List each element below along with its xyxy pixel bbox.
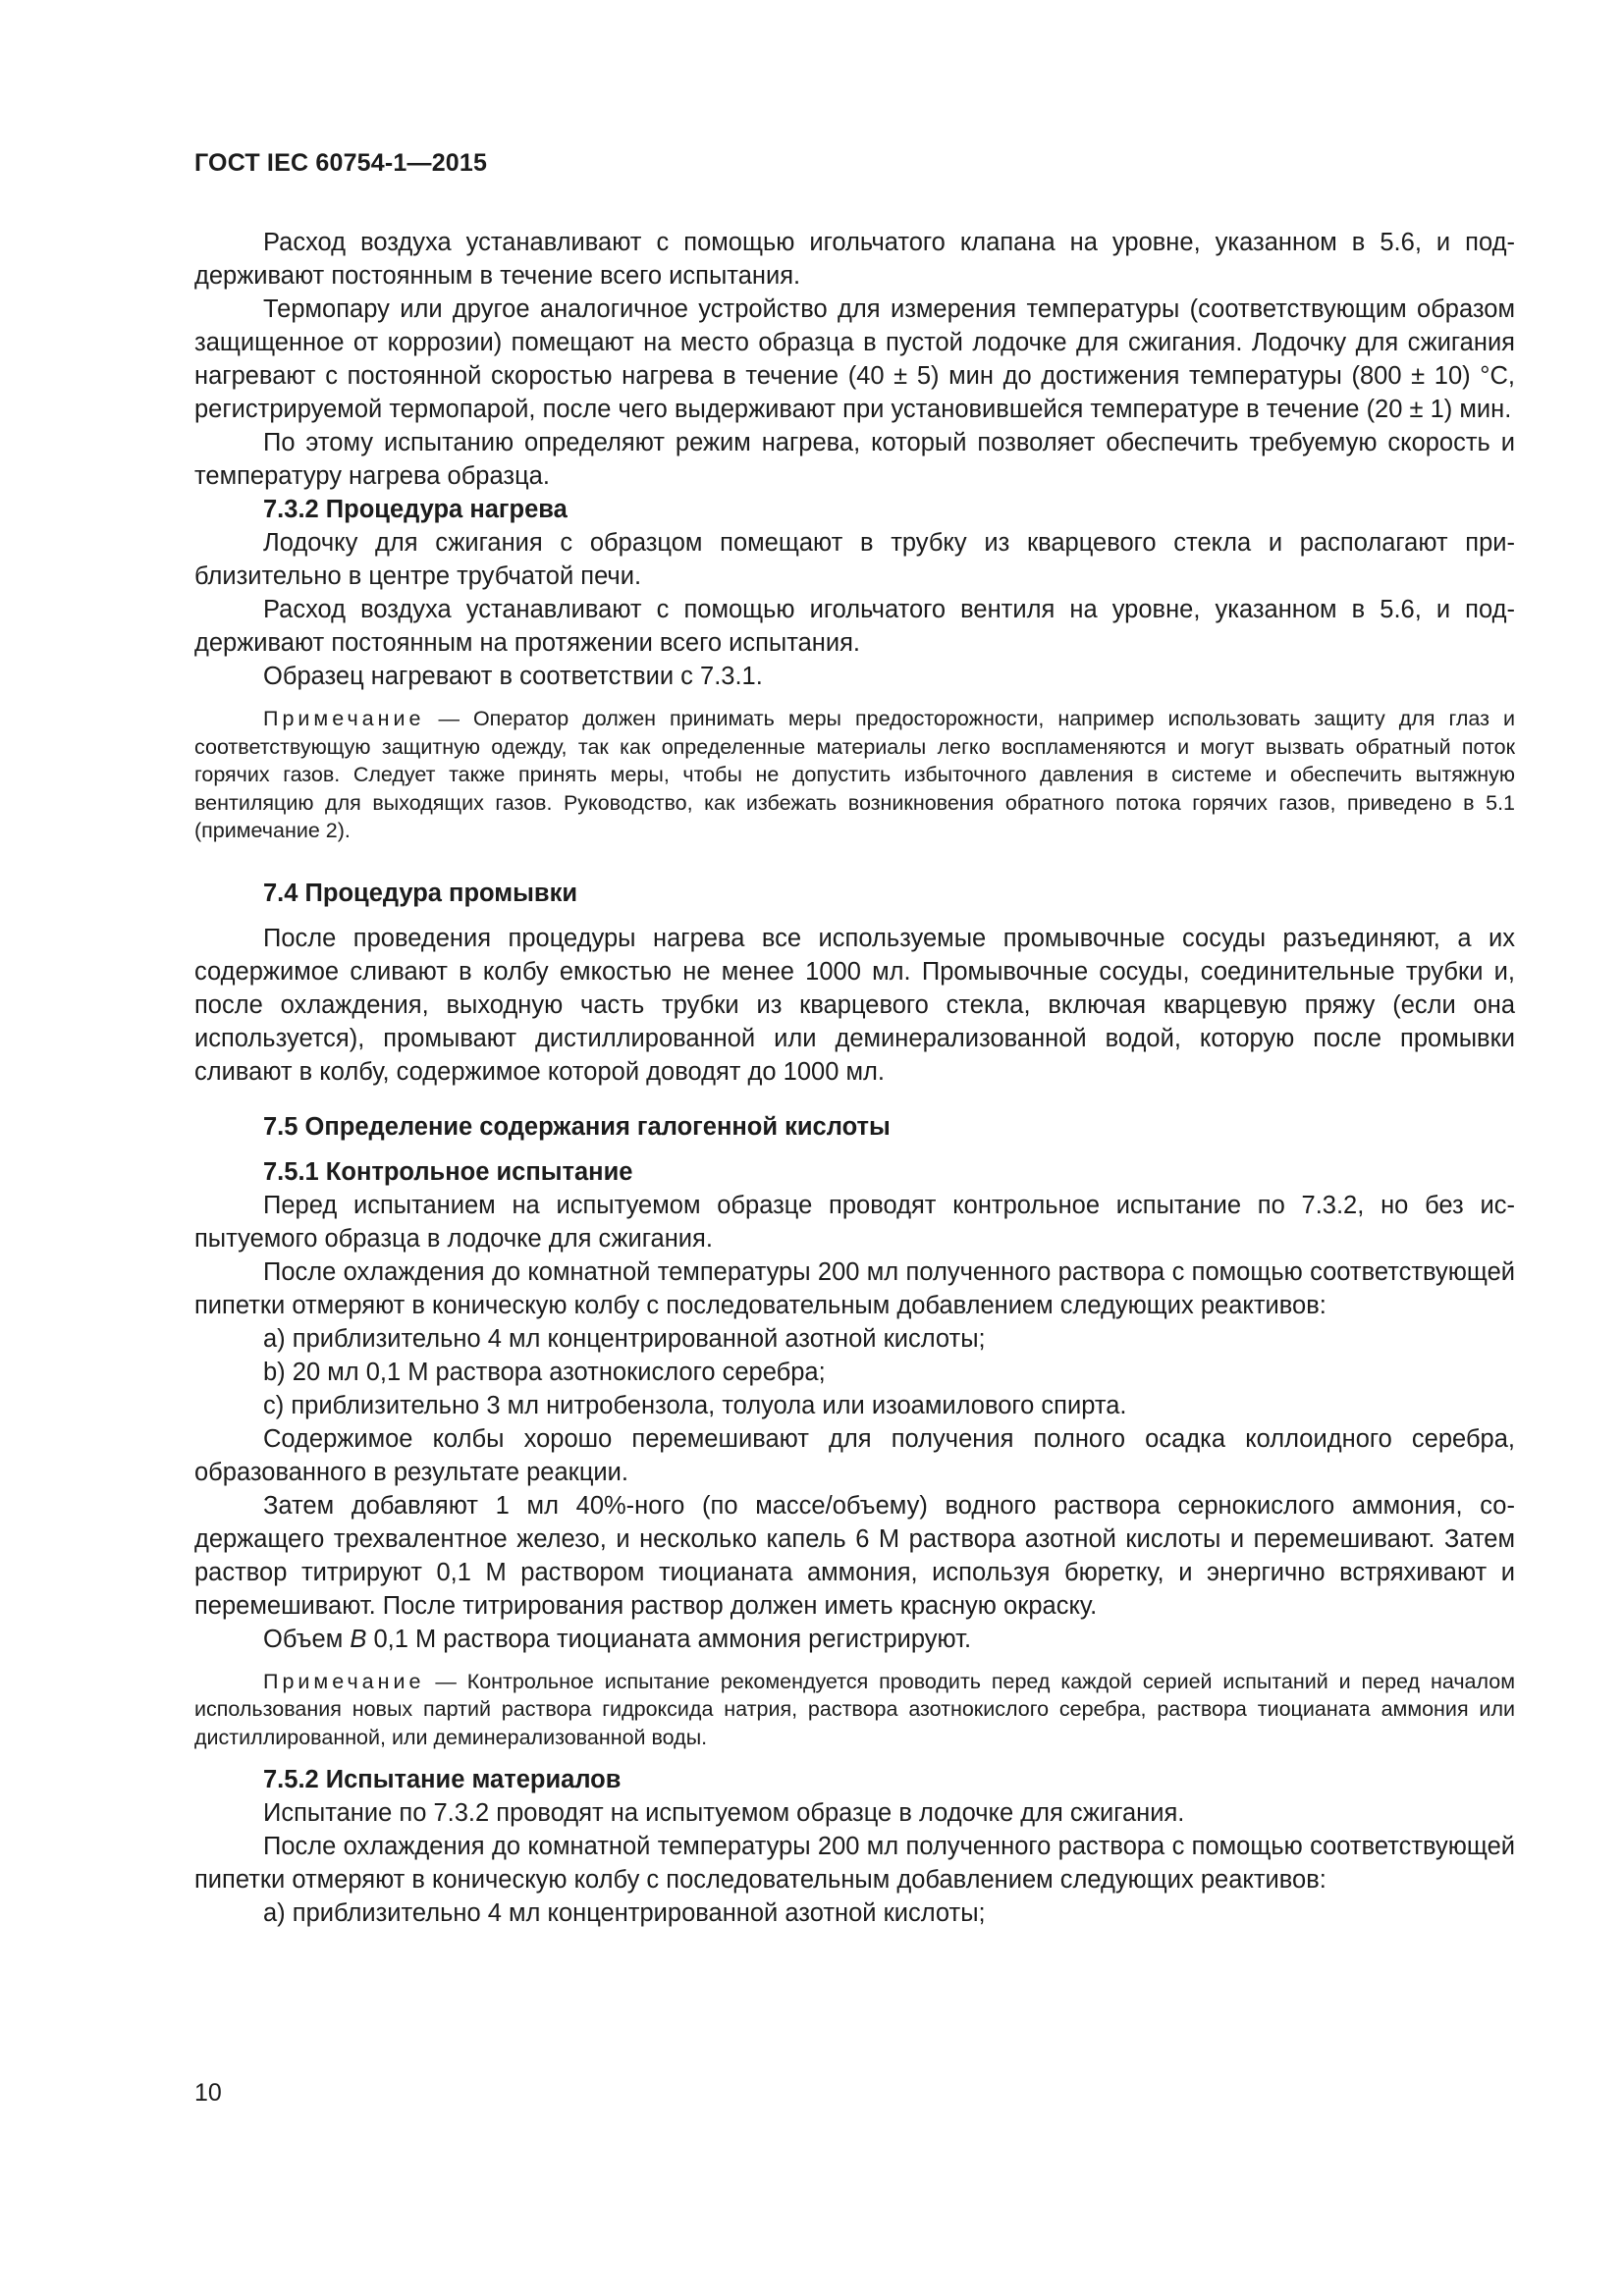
paragraph: Затем добавляют 1 мл 40%-ного (по массе/объему) водного раствора сернокислого аммония, содержащего трехвалентное железо, и несколько капель 6 М раствора азотной кислоты и перемешивают. Затем раствор титрируют 0,1 М раствором тиоцианата аммония, используя бюретку, и энергично встряхивают и перемешивают. После титрирования раствор должен иметь красную окраску. — [194, 1491, 1515, 1620]
text-run: Объем — [263, 1625, 351, 1653]
list-item: а) приблизительно 4 мл концентрированной азотной кислоты; — [263, 1324, 986, 1353]
note — [194, 1668, 1515, 1752]
list-item: b) 20 мл 0,1 М раствора азотнокислого серебра; — [263, 1358, 826, 1386]
paragraph: По этому испытанию определяют режим нагрева, который позволяет обеспечить требуемую скорость и температуру нагрева образца. — [194, 429, 1515, 490]
paragraph: Термопару или другое аналогичное устройство для измерения температуры (соответствующим образом защищенное от коррозии) помещают на место образца в пустой лодочке для сжигания. Лодочку для сжигания нагревают с постоянной скоростью нагрева в течение (40 ± 5) мин до достижения температуры (800 ± 10) °С, регистрируемой термопарой, после чего выдерживают при установившейся температуре в течение (20 ± 1) мин. — [194, 295, 1515, 423]
note-label: Примечание — [263, 1669, 425, 1693]
paragraph: Содержимое колбы хорошо перемешивают для получения полного осадка коллоидного серебра, образованного в результате реакции. — [194, 1424, 1515, 1486]
paragraph: Расход воздуха устанавливают с помощью игольчатого клапана на уровне, указанном в 5.6, и поддерживают постоянным в течение всего испытания. — [194, 229, 1515, 290]
page-header-doc-id: ГОСТ IEC 60754-1—2015 — [194, 149, 488, 177]
paragraph: Испытание по 7.3.2 проводят на испытуемом образце в лодочке для сжигания. — [263, 1799, 1185, 1827]
note-label: Примечание — [263, 707, 425, 730]
paragraph: Перед испытанием на испытуемом образце проводят контрольное испытание по 7.3.2, но без испытуемого образца в лодочке для сжигания. — [194, 1191, 1515, 1253]
list-item: а) приблизительно 4 мл концентрированной азотной кислоты; — [263, 1899, 986, 1927]
variable-b: B — [350, 1625, 367, 1653]
paragraph: После охлаждения до комнатной температуры 200 мл полученного раствора с помощью соответствующей пипетки отмеряют в коническую колбу с последовательным добавлением следующих реактивов: — [194, 1833, 1515, 1894]
section-heading-7-5-2: 7.5.2 Испытание материалов — [263, 1766, 622, 1793]
note-text: — Оператор должен принимать меры предосторожности, например использовать защиту для глаз и соответствующую защитную одежду, так как определенные материалы легко воспламеняются и могут вызвать обратный поток горячих газов. Следует также принять меры, чтобы не допустить избыточного давления в системе и обеспечить вытяжную вентиляцию для выходящих газов. Руководство, как избежать возникновения обратного потока горячих газов, приведено в 5.1 (примечание 2). — [194, 707, 1515, 842]
note-text: — Контрольное испытание рекомендуется проводить перед каждой серией испытаний и перед началом использования новых партий раствора гидроксида натрия, раствора азотнокислого серебра, раствора тиоцианата аммония или дистиллированной, или деминерализованной воды. — [194, 1669, 1515, 1749]
section-heading-7-5-1: 7.5.1 Контрольное испытание — [263, 1157, 633, 1186]
section-heading-7-4: 7.4 Процедура промывки — [263, 879, 578, 907]
paragraph: После проведения процедуры нагрева все используемые промывочные сосуды разъединяют, а их содержимое сливают в колбу емкостью не менее 1000 мл. Промывочные сосуды, соединительные трубки и, после охлаждения, выходную часть трубки из кварцевого стекла, включая кварцевую пряжу (если она используется), промывают дистиллированной или деминерализованной водой, которую после промывки сливают в колбу, содержимое которой доводят до 1000 мл. — [194, 924, 1515, 1086]
section-heading-7-5: 7.5 Определение содержания галогенной кислоты — [263, 1112, 891, 1141]
paragraph: Лодочку для сжигания с образцом помещают в трубку из кварцевого стекла и располагают приблизительно в центре трубчатой печи. — [194, 529, 1515, 590]
paragraph: Расход воздуха устанавливают с помощью игольчатого вентиля на уровне, указанном в 5.6, и поддерживают постоянным на протяжении всего испытания. — [194, 596, 1515, 657]
paragraph — [194, 1623, 1515, 1656]
section-heading-7-3-2: 7.3.2 Процедура нагрева — [263, 496, 568, 523]
paragraph: После охлаждения до комнатной температуры 200 мл полученного раствора с помощью соответствующей пипетки отмеряют в коническую колбу с последовательным добавлением следующих реактивов: — [194, 1257, 1515, 1319]
note — [194, 705, 1515, 845]
paragraph: Образец нагревают в соответствии с 7.3.1. — [263, 663, 763, 690]
page-content — [194, 226, 1515, 1930]
list-item: с) приблизительно 3 мл нитробензола, толуола или изоамилового спирта. — [263, 1391, 1127, 1419]
text-run: 0,1 М раствора тиоцианата аммония регистрируют. — [366, 1625, 972, 1653]
page-number: 10 — [194, 2079, 222, 2107]
